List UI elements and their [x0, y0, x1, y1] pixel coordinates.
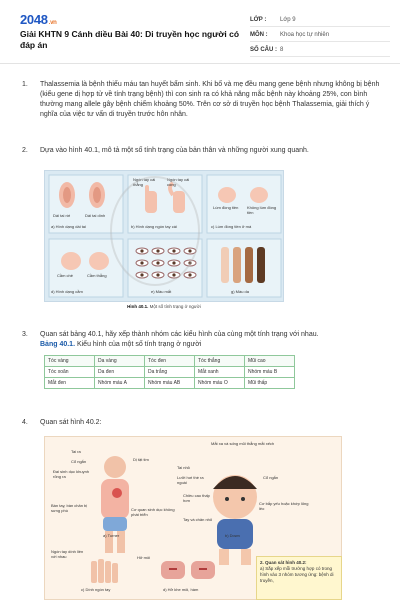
caption-down: b) Down	[225, 533, 240, 538]
caption-turner: a) Turner	[103, 533, 120, 538]
table-row	[45, 356, 295, 367]
table-cell: Mũi cao	[245, 356, 295, 367]
question-1: 1. Thalassemia là bệnh thiếu máu tan huyết bẩm sinh. Khi bố và mẹ đều mang gene bệnh nhưng không bị bệnh (kiểu gene dị hợp tử về tính trạng bệnh) thì con sinh ra có khả năng mắc bệnh này khoảng 25%, con bình thường mang allele gây bệnh chiếm khoảng 50%. Trên cơ sở di truyền học bệnh Thalassemia, giải thích ý nghĩa của việc tư vấn di truyền trước hôn nhân.	[22, 81, 380, 118]
table-cell: Tóc thẳng	[195, 356, 245, 367]
label-no-dimple: Không lúm đồng tiền	[247, 205, 277, 215]
label-straight-chin: Cằm thẳng	[87, 273, 107, 278]
label-tongue: Lưỡi hơi thè ra ngoài	[177, 475, 204, 485]
label-small-ear: Tai nhỏ	[177, 465, 190, 470]
table-cell: Da trắng	[145, 367, 195, 378]
caption-g: g) Màu da	[231, 289, 250, 294]
meta-panel	[250, 14, 390, 59]
label-cleft-lip: Hở môi	[137, 555, 151, 560]
table-cell: Mắt đen	[45, 378, 95, 389]
table-cell: Mắt xanh	[195, 367, 245, 378]
label-fused-fingers: Ngón tay dính liền với nhau	[51, 549, 84, 559]
question-3: 3. Quan sát bảng 40.1, hãy xếp thành nhóm các kiểu hình của cùng một tính trạng với nhau. Bảng 40.1. Kiểu hình của một số tính trạng ở người	[22, 331, 319, 348]
caption-fused-fingers: c) Dính ngón tay	[81, 587, 111, 592]
label-organ: Cơ quan sinh dục không phát triển	[131, 507, 175, 517]
meta-count: SỐ CÂU : 8	[250, 44, 390, 57]
caption-cleft: d) Hở khe môi, hàm	[163, 587, 199, 592]
caption-a: a) Hình dạng dái tai	[51, 224, 86, 229]
meta-grade: LỚP : Lớp 9	[250, 14, 390, 27]
site-logo[interactable]: 2048.vn	[20, 12, 57, 27]
label-cleft-chin: Cằm chẻ	[57, 273, 74, 278]
label-heart-defect: Dị tật tim	[133, 457, 149, 462]
label-muscles: Cơ bắp yếu hoặc khớp lỏng lẻo	[259, 501, 309, 511]
page-title: Giải KHTN 9 Cánh diều Bài 40: Di truyền học người có đáp án	[20, 29, 240, 50]
label-dimple: Lúm đồng tiền	[213, 205, 239, 210]
caption-c: c) Lúm đồng tiền ở má	[211, 224, 252, 229]
page-header	[0, 0, 400, 64]
caption-b: b) Hình dạng ngón tay cái	[131, 224, 177, 229]
label-ear: Tai ra	[71, 449, 81, 454]
watermark-icon	[110, 176, 200, 286]
table-cell: Da đen	[95, 367, 145, 378]
note-title: 2. Quan sát hình 40.2:	[260, 560, 307, 565]
table-cell: Mũi thấp	[245, 378, 295, 389]
label-attached-lobe: Dái tai dính	[85, 213, 106, 218]
table-cell: Da vàng	[95, 356, 145, 367]
table-cell: Nhóm máu AB	[145, 378, 195, 389]
label-height: Chiều cao thấp hơn	[183, 493, 210, 503]
table-cell: Nhóm máu A	[95, 378, 145, 389]
label-eyes: Mắt xa và sống mũi thẳng mắt xếch	[211, 441, 275, 446]
note-text: a) Sắp xếp mỗi trường hợp có trong hình vào 3 nhóm tương ứng: bệnh di truyền,	[260, 566, 334, 583]
label-small-limbs: Tay và chân nhỏ	[183, 517, 213, 522]
caption-d: d) Hình dạng cằm	[51, 289, 83, 294]
label-short-neck-2: Cổ ngắn	[263, 475, 279, 480]
table-row	[45, 378, 295, 389]
label-short-neck: Cổ ngắn	[71, 459, 87, 464]
caption-e: e) Màu mắt	[151, 289, 172, 294]
table-cell: Tóc đen	[145, 356, 195, 367]
meta-subject: MÔN : Khoa học tự nhiên	[250, 29, 390, 42]
question-2: 2. Dựa vào hình 40.1, mô tả một số tính trạng của bản thân và những người xung quanh.	[22, 147, 309, 154]
question-4: 4. Quan sát hình 40.2:	[22, 419, 102, 426]
table-cell: Nhóm máu B	[245, 367, 295, 378]
table-40-1	[44, 355, 295, 389]
table-cell: Tóc xoăn	[45, 367, 95, 378]
table-cell: Nhóm máu O	[195, 378, 245, 389]
label-swollen-limbs: Bàn tay, bàn chân bị sưng phù	[51, 503, 88, 513]
table-cell: Tóc vàng	[45, 356, 95, 367]
label-bent-thumb: Ngón tay cái cong	[167, 177, 190, 187]
table-row	[45, 367, 295, 378]
label-free-lobe: Dái tai rời	[53, 213, 71, 218]
label-straight-thumb: Ngón tay cái thẳng	[133, 177, 156, 187]
exercise-note	[256, 556, 342, 600]
label-chest: Đai sinh dục khuynh rõng ra	[53, 469, 90, 479]
figure-40-1-caption: Hình 40.1. Một số tính trạng ở người	[127, 304, 201, 309]
